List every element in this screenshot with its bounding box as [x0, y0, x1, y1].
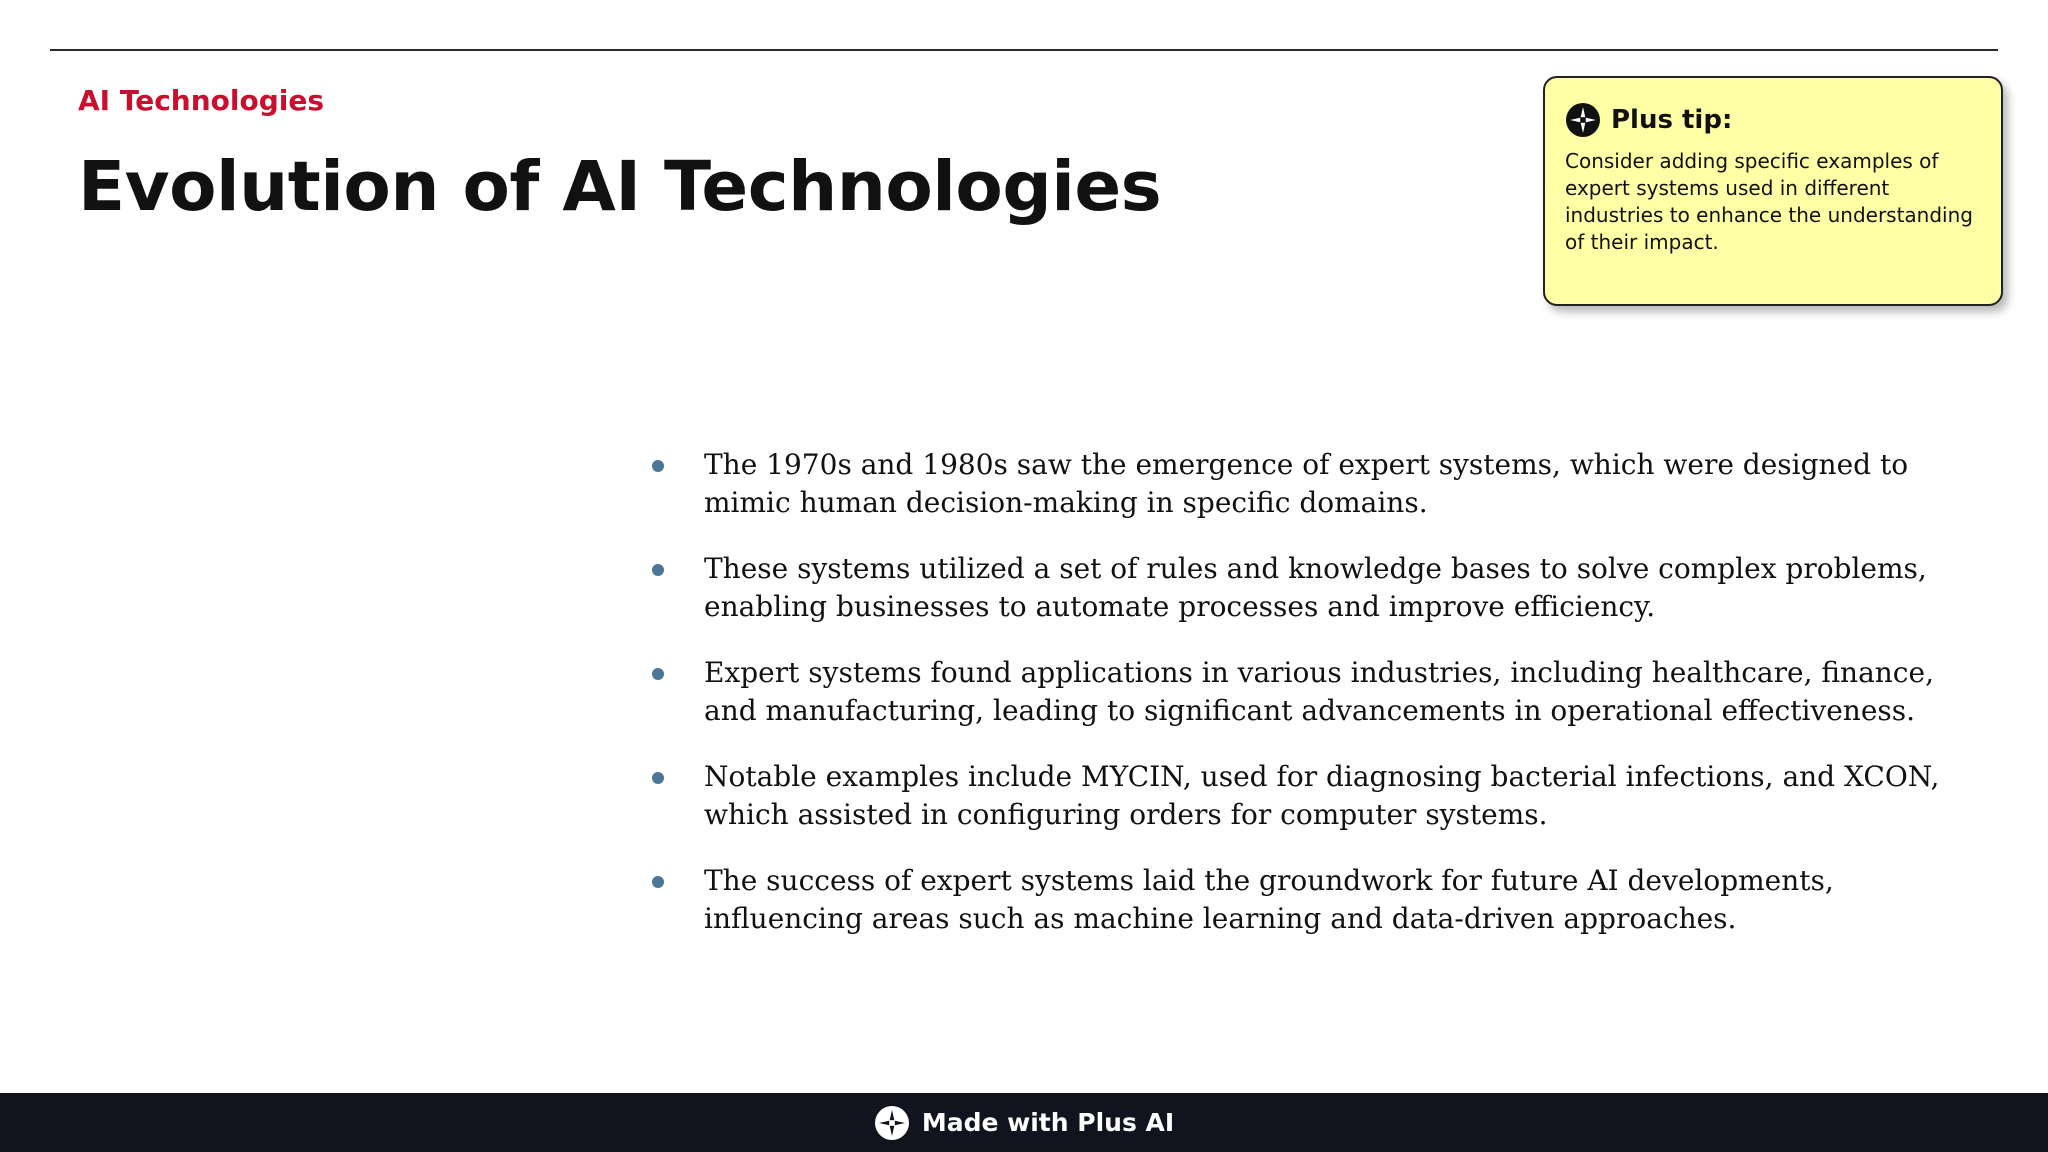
made-with-plus-ai-footer[interactable]	[0, 1093, 2048, 1152]
top-divider	[50, 49, 1998, 51]
section-label: AI Technologies	[78, 84, 325, 117]
plus-tip-header	[1565, 100, 1981, 140]
bullet-list	[648, 446, 1993, 966]
bullet-item	[648, 446, 1993, 522]
bullet-text: Expert systems found applications in various industries, including healthcare, finance, and manufacturing, leading to significant advancements in operational effectiveness.	[704, 656, 1934, 727]
bullet-dot-icon	[652, 564, 664, 576]
bullet-dot-icon	[652, 876, 664, 888]
bullet-dot-icon	[652, 460, 664, 472]
plus-tip-heading: Plus tip:	[1611, 105, 1733, 135]
plus-tip-card	[1543, 76, 2003, 306]
bullet-dot-icon	[652, 668, 664, 680]
plus-tip-body: Consider adding specific examples of expert systems used in different industries to enhance the understanding of their impact.	[1565, 149, 1973, 254]
footer-label: Made with Plus AI	[921, 1108, 1175, 1137]
bullet-dot-icon	[652, 772, 664, 784]
plus-ai-logo-icon	[1565, 102, 1601, 138]
bullet-item	[648, 758, 1993, 834]
page-title: Evolution of AI Technologies	[78, 147, 1162, 227]
bullet-item	[648, 654, 1993, 730]
bullet-text: The 1970s and 1980s saw the emergence of expert systems, which were designed to mimic human decision-making in specific domains.	[704, 448, 1909, 519]
plus-ai-logo-icon	[874, 1105, 910, 1141]
bullet-text: These systems utilized a set of rules and knowledge bases to solve complex problems, enabling businesses to automate processes and improve efficiency.	[704, 552, 1927, 623]
bullet-item	[648, 862, 1993, 938]
bullet-text: The success of expert systems laid the groundwork for future AI developments, influencing areas such as machine learning and data-driven approaches.	[704, 864, 1834, 935]
bullet-text: Notable examples include MYCIN, used for diagnosing bacterial infections, and XCON, which assisted in configuring orders for computer systems.	[704, 760, 1940, 831]
bullet-item	[648, 550, 1993, 626]
